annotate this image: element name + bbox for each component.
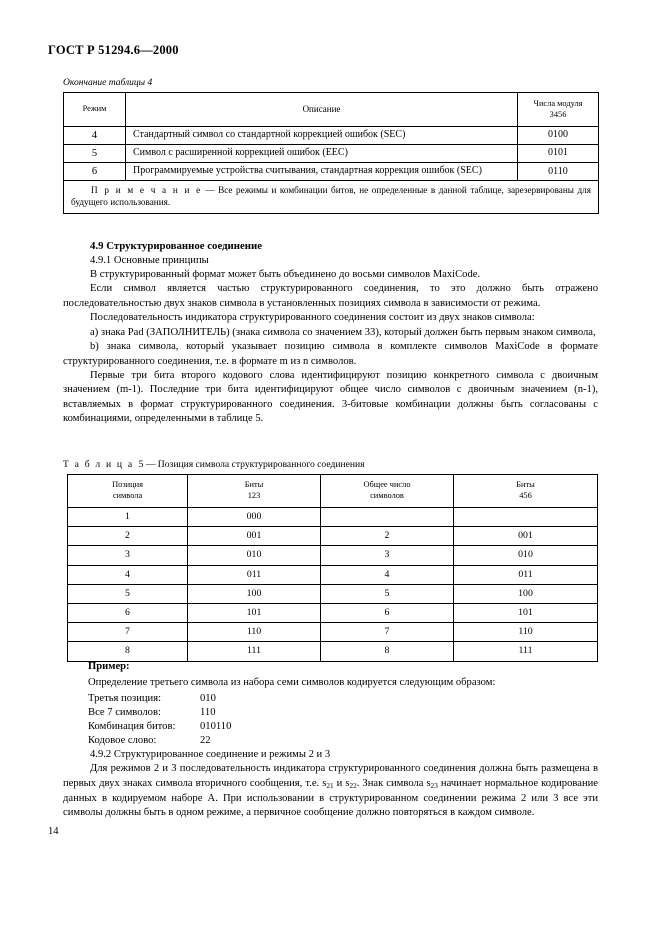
table-row: [64, 127, 599, 145]
subscript-s23: 23: [430, 781, 438, 790]
paragraph: Если символ является частью структурированного соединения, то это должно быть отражено последовательностью двух знаков символа в установленных позициях символа в зависимости от режима.: [63, 283, 598, 309]
table4-cell-mode: 6: [64, 163, 126, 181]
table-row: [68, 527, 598, 546]
table5-cell-position: 1: [68, 507, 188, 526]
table4-cell-mode: 5: [64, 145, 126, 163]
subheading-4-9-1: 4.9.1 Основные принципы: [90, 254, 209, 266]
table-row: [64, 145, 599, 163]
table4-caption: Окончание таблицы 4: [63, 78, 153, 88]
table4-note-label: П р и м е ч а н и е: [91, 185, 202, 196]
subscript-s21: 21: [326, 781, 334, 790]
table5-cell-position: 5: [68, 584, 188, 603]
table-4-modes: [63, 92, 599, 214]
paragraph-part-1: Для режимов 2 и 3 последовательность индикатора структурированного соединения должна быть размещена в первых двух знаках символа вторичного сообщения, т.е. s: [63, 763, 598, 789]
table5-cell-total: 7: [321, 623, 454, 642]
table5-cell-total: 8: [321, 642, 454, 661]
table5-cell-position: 7: [68, 623, 188, 642]
paragraph: Последовательность индикатора структурированного соединения состоит из двух знаков символа:: [90, 312, 535, 324]
table5-cell-total: [321, 507, 454, 526]
example-label: Третья позиция:: [88, 693, 162, 705]
table5-header-bits123-line2: 123: [247, 490, 261, 500]
table5-header-total-line2: символов: [370, 490, 404, 500]
table-row: [68, 604, 598, 623]
example-label: Комбинация битов:: [88, 721, 176, 733]
table-4-body: [64, 127, 599, 214]
table5-cell-bits456: [454, 507, 598, 526]
table5-header-total: [321, 475, 454, 508]
table-row-note: [64, 181, 599, 214]
table5-header-bits456-line2: 456: [519, 490, 532, 500]
example-label: Все 7 символов:: [88, 707, 161, 719]
table5-header-position-line1: Позиция: [112, 480, 143, 489]
table4-cell-bits: 0100: [518, 127, 599, 145]
example-value: 22: [200, 735, 211, 747]
table5-cell-bits456: 110: [454, 623, 598, 642]
table-row: [68, 642, 598, 661]
table5-cell-position: 2: [68, 527, 188, 546]
table5-cell-bits456: 001: [454, 527, 598, 546]
table5-cell-bits456: 111: [454, 642, 598, 661]
example-value: 010110: [200, 721, 232, 733]
table5-cell-bits456: 010: [454, 546, 598, 565]
paragraph-part-3: . Знак символа s: [356, 777, 431, 789]
table5-cell-position: 4: [68, 565, 188, 584]
table5-cell-bits123: 001: [188, 527, 321, 546]
table5-header-bits123-line1: Биты: [244, 480, 264, 489]
table-5-header: [68, 475, 598, 508]
table4-header-modulus: [518, 93, 599, 127]
table-row: [68, 584, 598, 603]
table-row: [68, 475, 598, 508]
table5-cell-total: 3: [321, 546, 454, 565]
example-title: Пример:: [88, 661, 130, 672]
page-number: 14: [48, 826, 59, 837]
table4-note-text: — Все режимы и комбинации битов, не определенные в данной таблице, зарезервированы для будущего использования.: [71, 185, 591, 208]
table-row: [68, 623, 598, 642]
table4-cell-bits: 0110: [518, 163, 599, 181]
example-intro: Определение третьего символа из набора семи символов кодируется следующим образом:: [88, 677, 496, 689]
table-row: [68, 565, 598, 584]
paragraph: Первые три бита второго кодового слова идентифицируют позицию конкретного символа с двоичным значением (m-1). Последние три бита идентифицируют общее число символов с двоичным значением (n-1), вставляемых в формат структурированного соединения. 3-битовые комбинации должны быть согласованы с комбинациями, определенными в таблице 5.: [63, 369, 598, 425]
table5-header-position: [68, 475, 188, 508]
document-header-standard-number: ГОСТ Р 51294.6—2000: [48, 43, 179, 57]
table5-caption-number: 5: [138, 459, 144, 470]
table5-header-bits456-line1: Биты: [516, 480, 535, 489]
paragraph: В структурированный формат может быть объединено до восьми символов MaxiCode.: [90, 269, 481, 281]
table4-cell-description: Стандартный символ со стандартной коррекцией ошибок (SEC): [126, 127, 518, 145]
table5-cell-total: 2: [321, 527, 454, 546]
table4-header-mode: Режим: [64, 93, 126, 127]
example-row: [88, 734, 598, 748]
table5-caption-label: Т а б л и ц а: [63, 459, 134, 470]
table4-header-modulus-line2: 3456: [549, 109, 567, 119]
table4-header-description: Описание: [126, 93, 518, 127]
subheading-4-9-2: 4.9.2 Структурированное соединение и режимы 2 и 3: [90, 749, 331, 760]
example-value: 010: [200, 693, 216, 705]
example-block: [88, 660, 598, 748]
paragraph: b) знака символа, который указывает позицию символа в комплекте символов MaxiCode в формате структурированного соединения, т.е. в формате m из n символов.: [63, 341, 598, 367]
heading-4-9: 4.9 Структурированное соединение: [90, 240, 263, 252]
table5-cell-bits456: 100: [454, 584, 598, 603]
table5-header-total-line1: Общее число: [363, 480, 411, 489]
section-4-9-2-block: [63, 748, 598, 820]
table5-cell-bits123: 100: [188, 584, 321, 603]
table5-header-position-line2: символа: [112, 490, 143, 500]
table5-header-bits123: [188, 475, 321, 508]
table4-note-cell: [64, 181, 599, 214]
table4-cell-description: Программируемые устройства считывания, стандартная коррекция ошибок (SEC): [126, 163, 518, 181]
table5-cell-total: 6: [321, 604, 454, 623]
table5-cell-total: 4: [321, 565, 454, 584]
table5-cell-position: 6: [68, 604, 188, 623]
table5-cell-total: 5: [321, 584, 454, 603]
table5-cell-bits123: 111: [188, 642, 321, 661]
example-label: Кодовое слово:: [88, 735, 157, 747]
paragraph-part-4: начинает нормальное кодирование данных в кодируемом наборе А. При использовании в структурированном соединении режима 2 или 3 все эти символы должны быть в одном режиме, а первичное сообщение должно повторяться в каждом символе.: [63, 777, 598, 819]
table4-cell-mode: 4: [64, 127, 126, 145]
table5-cell-bits123: 110: [188, 623, 321, 642]
table5-cell-bits456: 101: [454, 604, 598, 623]
paragraph-part-2: и s: [333, 777, 350, 789]
table5-caption: [63, 459, 365, 470]
table5-cell-bits456: 011: [454, 565, 598, 584]
table5-header-bits456: [454, 475, 598, 508]
paragraph: a) знака Pad (ЗАПОЛНИТЕЛЬ) (знака символа со значением 33), который должен быть первым знаком символа,: [90, 326, 596, 338]
table5-cell-bits123: 011: [188, 565, 321, 584]
table4-cell-description: Символ с расширенной коррекцией ошибок (EEC): [126, 145, 518, 163]
table5-cell-position: 8: [68, 642, 188, 661]
table4-header-modulus-line1: Числа модуля: [533, 99, 583, 108]
table5-cell-position: 3: [68, 546, 188, 565]
table-row: [64, 93, 599, 127]
table4-cell-bits: 0101: [518, 145, 599, 163]
table-5-body: [68, 507, 598, 661]
table-row: [68, 507, 598, 526]
table-row: [68, 546, 598, 565]
table5-cell-bits123: 101: [188, 604, 321, 623]
example-row: [88, 706, 598, 720]
table-row: [64, 163, 599, 181]
section-4-9-block: [63, 239, 598, 427]
table5-cell-bits123: 000: [188, 507, 321, 526]
example-row: [88, 692, 598, 706]
table5-caption-title: — Позиция символа структурированного соединения: [145, 459, 365, 470]
example-row: [88, 720, 598, 734]
example-value: 110: [200, 707, 216, 719]
table-4-header: [64, 93, 599, 127]
table-5-symbol-position: [67, 474, 598, 662]
paragraph-4-9-2: [63, 762, 598, 820]
table5-cell-bits123: 010: [188, 546, 321, 565]
subscript-s22: 22: [349, 781, 357, 790]
